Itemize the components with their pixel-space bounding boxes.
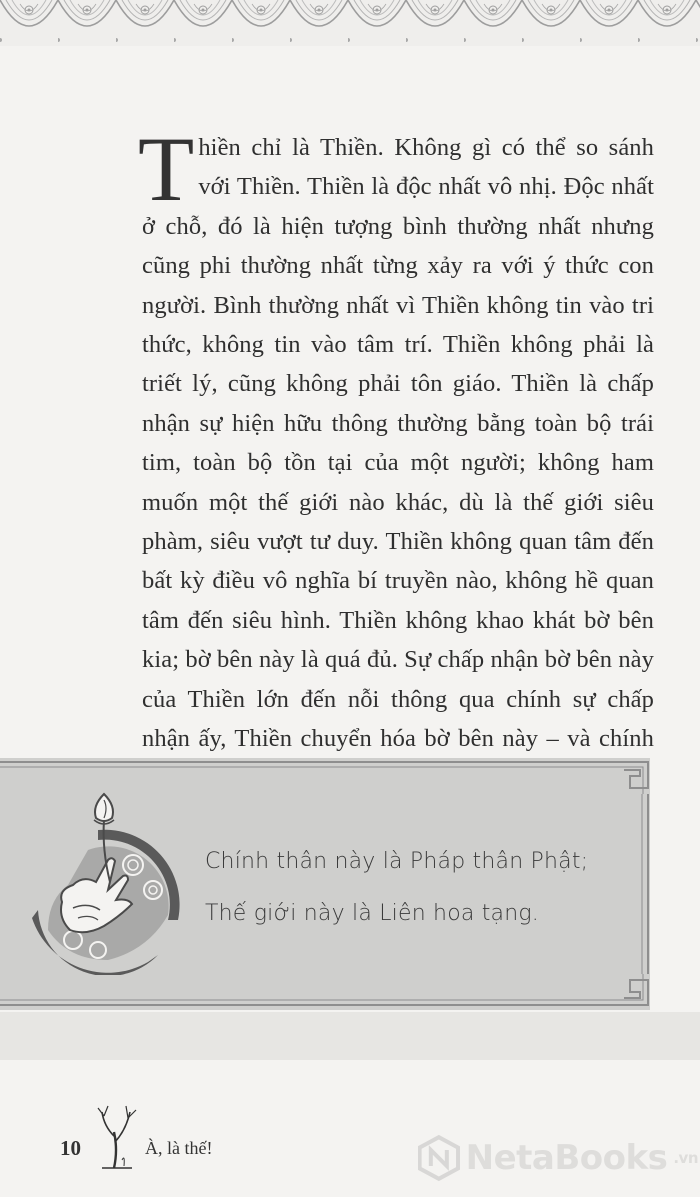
quote-text <box>205 836 588 940</box>
paragraph-text: hiền chỉ là Thiền. Không gì có thể so sánh với Thiền. Thiền là độc nhất vô nhị. Độc nhất ở chỗ, đó là hiện tượng bình thường nhất nhưng cũng phi thường nhất từng xảy ra với ý thức con người. Bình thường nhất vì Thiền không tin vào tri thức, không tin vào tâm trí. Thiền không phải là triết lý, cũng không phải tôn giáo. Thiền là chấp nhận sự hiện hữu thông thường bằng toàn bộ trái tim, toàn bộ tồn tại của một người; không ham muốn một thế giới nào khác, dù là thế giới siêu phàm, siêu vượt tư duy. Thiền không quan tâm đến bất kỳ điều vô nghĩa bí truyền nào, không hề quan tâm đến siêu hình. Thiền không khao khát bờ bên kia; bờ bên này là quá đủ. Sự chấp nhận bờ bên này của Thiền lớn đến nỗi thông qua chính sự chấp nhận ấy, Thiền chuyển hóa bờ bên này – và chính <box>142 134 654 753</box>
hexagon-n-icon <box>418 1130 460 1186</box>
watermark <box>418 1128 698 1188</box>
quote-line-1: Chính thân này là Pháp thân Phật; <box>205 849 589 874</box>
page-number: 10 <box>60 1136 81 1160</box>
body-paragraph <box>138 118 654 798</box>
running-head: À, là thế! <box>145 1138 213 1158</box>
top-ornament <box>0 0 700 50</box>
tree-icon <box>92 1100 142 1170</box>
drop-cap: T <box>138 118 195 220</box>
watermark-suffix: .vn <box>673 1149 698 1167</box>
quote-line-2: Thế giới này là Liên hoa tạng. <box>205 901 539 926</box>
bottom-band <box>0 1012 700 1060</box>
hand-lotus-icon <box>28 790 188 975</box>
watermark-brand: NetaBooks <box>465 1138 668 1178</box>
